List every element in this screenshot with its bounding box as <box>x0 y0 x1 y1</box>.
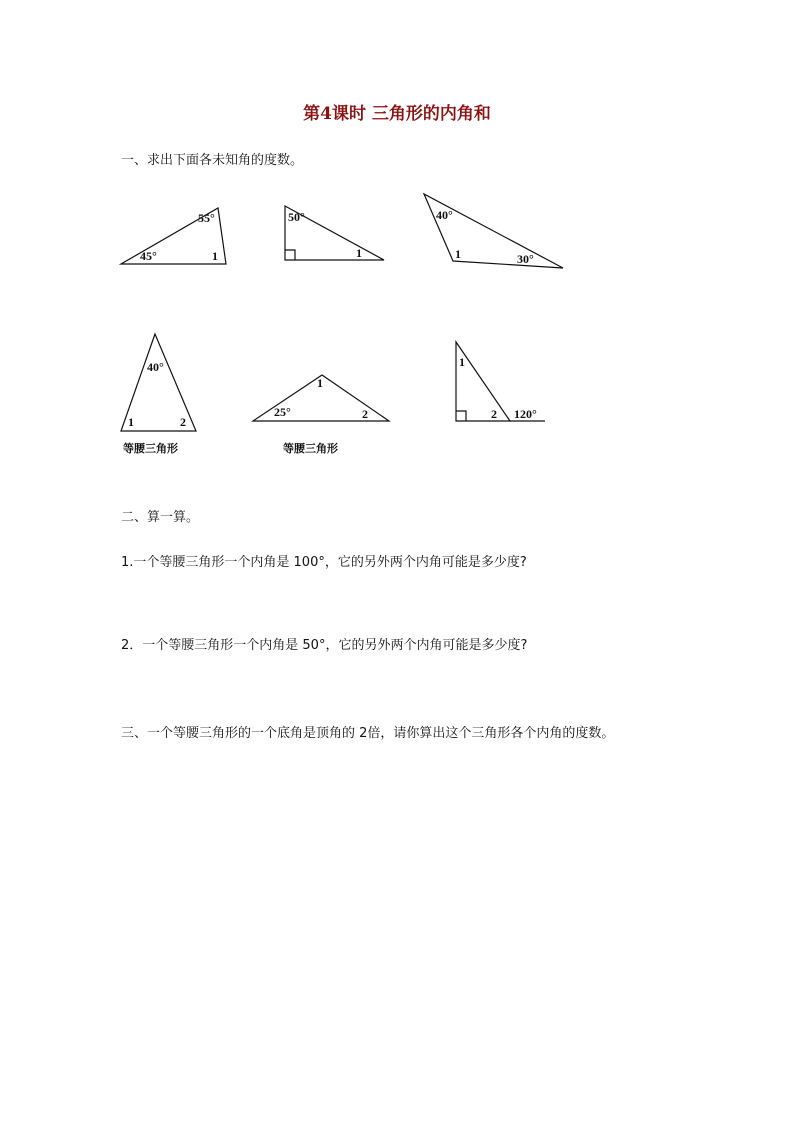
fig5-unknown-1: 1 <box>317 376 323 390</box>
fig4-caption: 等腰三角形 <box>123 442 178 455</box>
fig1-unknown-1: 1 <box>212 249 218 263</box>
fig4-unknown-2: 2 <box>180 415 186 429</box>
page-title: 第4课时 三角形的内角和 <box>303 104 491 124</box>
fig1-angle-45: 45° <box>140 249 157 263</box>
triangle-3-shape <box>424 194 563 268</box>
fig6-unknown-1: 1 <box>459 355 465 369</box>
fig6-unknown-2: 2 <box>491 407 497 421</box>
section1-heading: 一、求出下面各未知角的度数。 <box>121 153 304 168</box>
figure-3 <box>424 194 563 268</box>
fig4-unknown-1: 1 <box>128 415 134 429</box>
section3-heading: 三、一个等腰三角形的一个底角是顶角的 2倍，请你算出这个三角形各个内角的度数。 <box>121 726 615 741</box>
question-2: 2．一个等腰三角形一个内角是 50°，它的另外两个内角可能是多少度? <box>121 638 528 653</box>
triangle-6-shape <box>456 342 510 421</box>
figure-1 <box>121 208 226 264</box>
right-angle-mark <box>456 411 466 421</box>
figure-6 <box>456 342 545 421</box>
fig4-angle-40: 40° <box>147 360 164 374</box>
figure-4 <box>121 334 196 455</box>
question-1: 1.一个等腰三角形一个内角是 100°，它的另外两个内角可能是多少度? <box>121 555 527 570</box>
fig6-exterior-120: 120° <box>514 407 537 421</box>
fig5-unknown-2: 2 <box>362 407 368 421</box>
section2-heading: 二、算一算。 <box>121 510 200 525</box>
fig2-angle-50: 50° <box>288 210 305 224</box>
figure-5 <box>253 375 389 455</box>
right-angle-mark <box>285 250 295 260</box>
fig3-angle-40: 40° <box>436 208 453 222</box>
fig5-angle-25: 25° <box>274 405 291 419</box>
fig5-caption: 等腰三角形 <box>283 442 338 455</box>
fig3-angle-30: 30° <box>517 252 534 266</box>
figure-2 <box>285 206 384 260</box>
fig1-angle-55: 55° <box>198 211 215 225</box>
fig3-unknown-1: 1 <box>455 247 461 261</box>
fig2-unknown-1: 1 <box>356 246 362 260</box>
